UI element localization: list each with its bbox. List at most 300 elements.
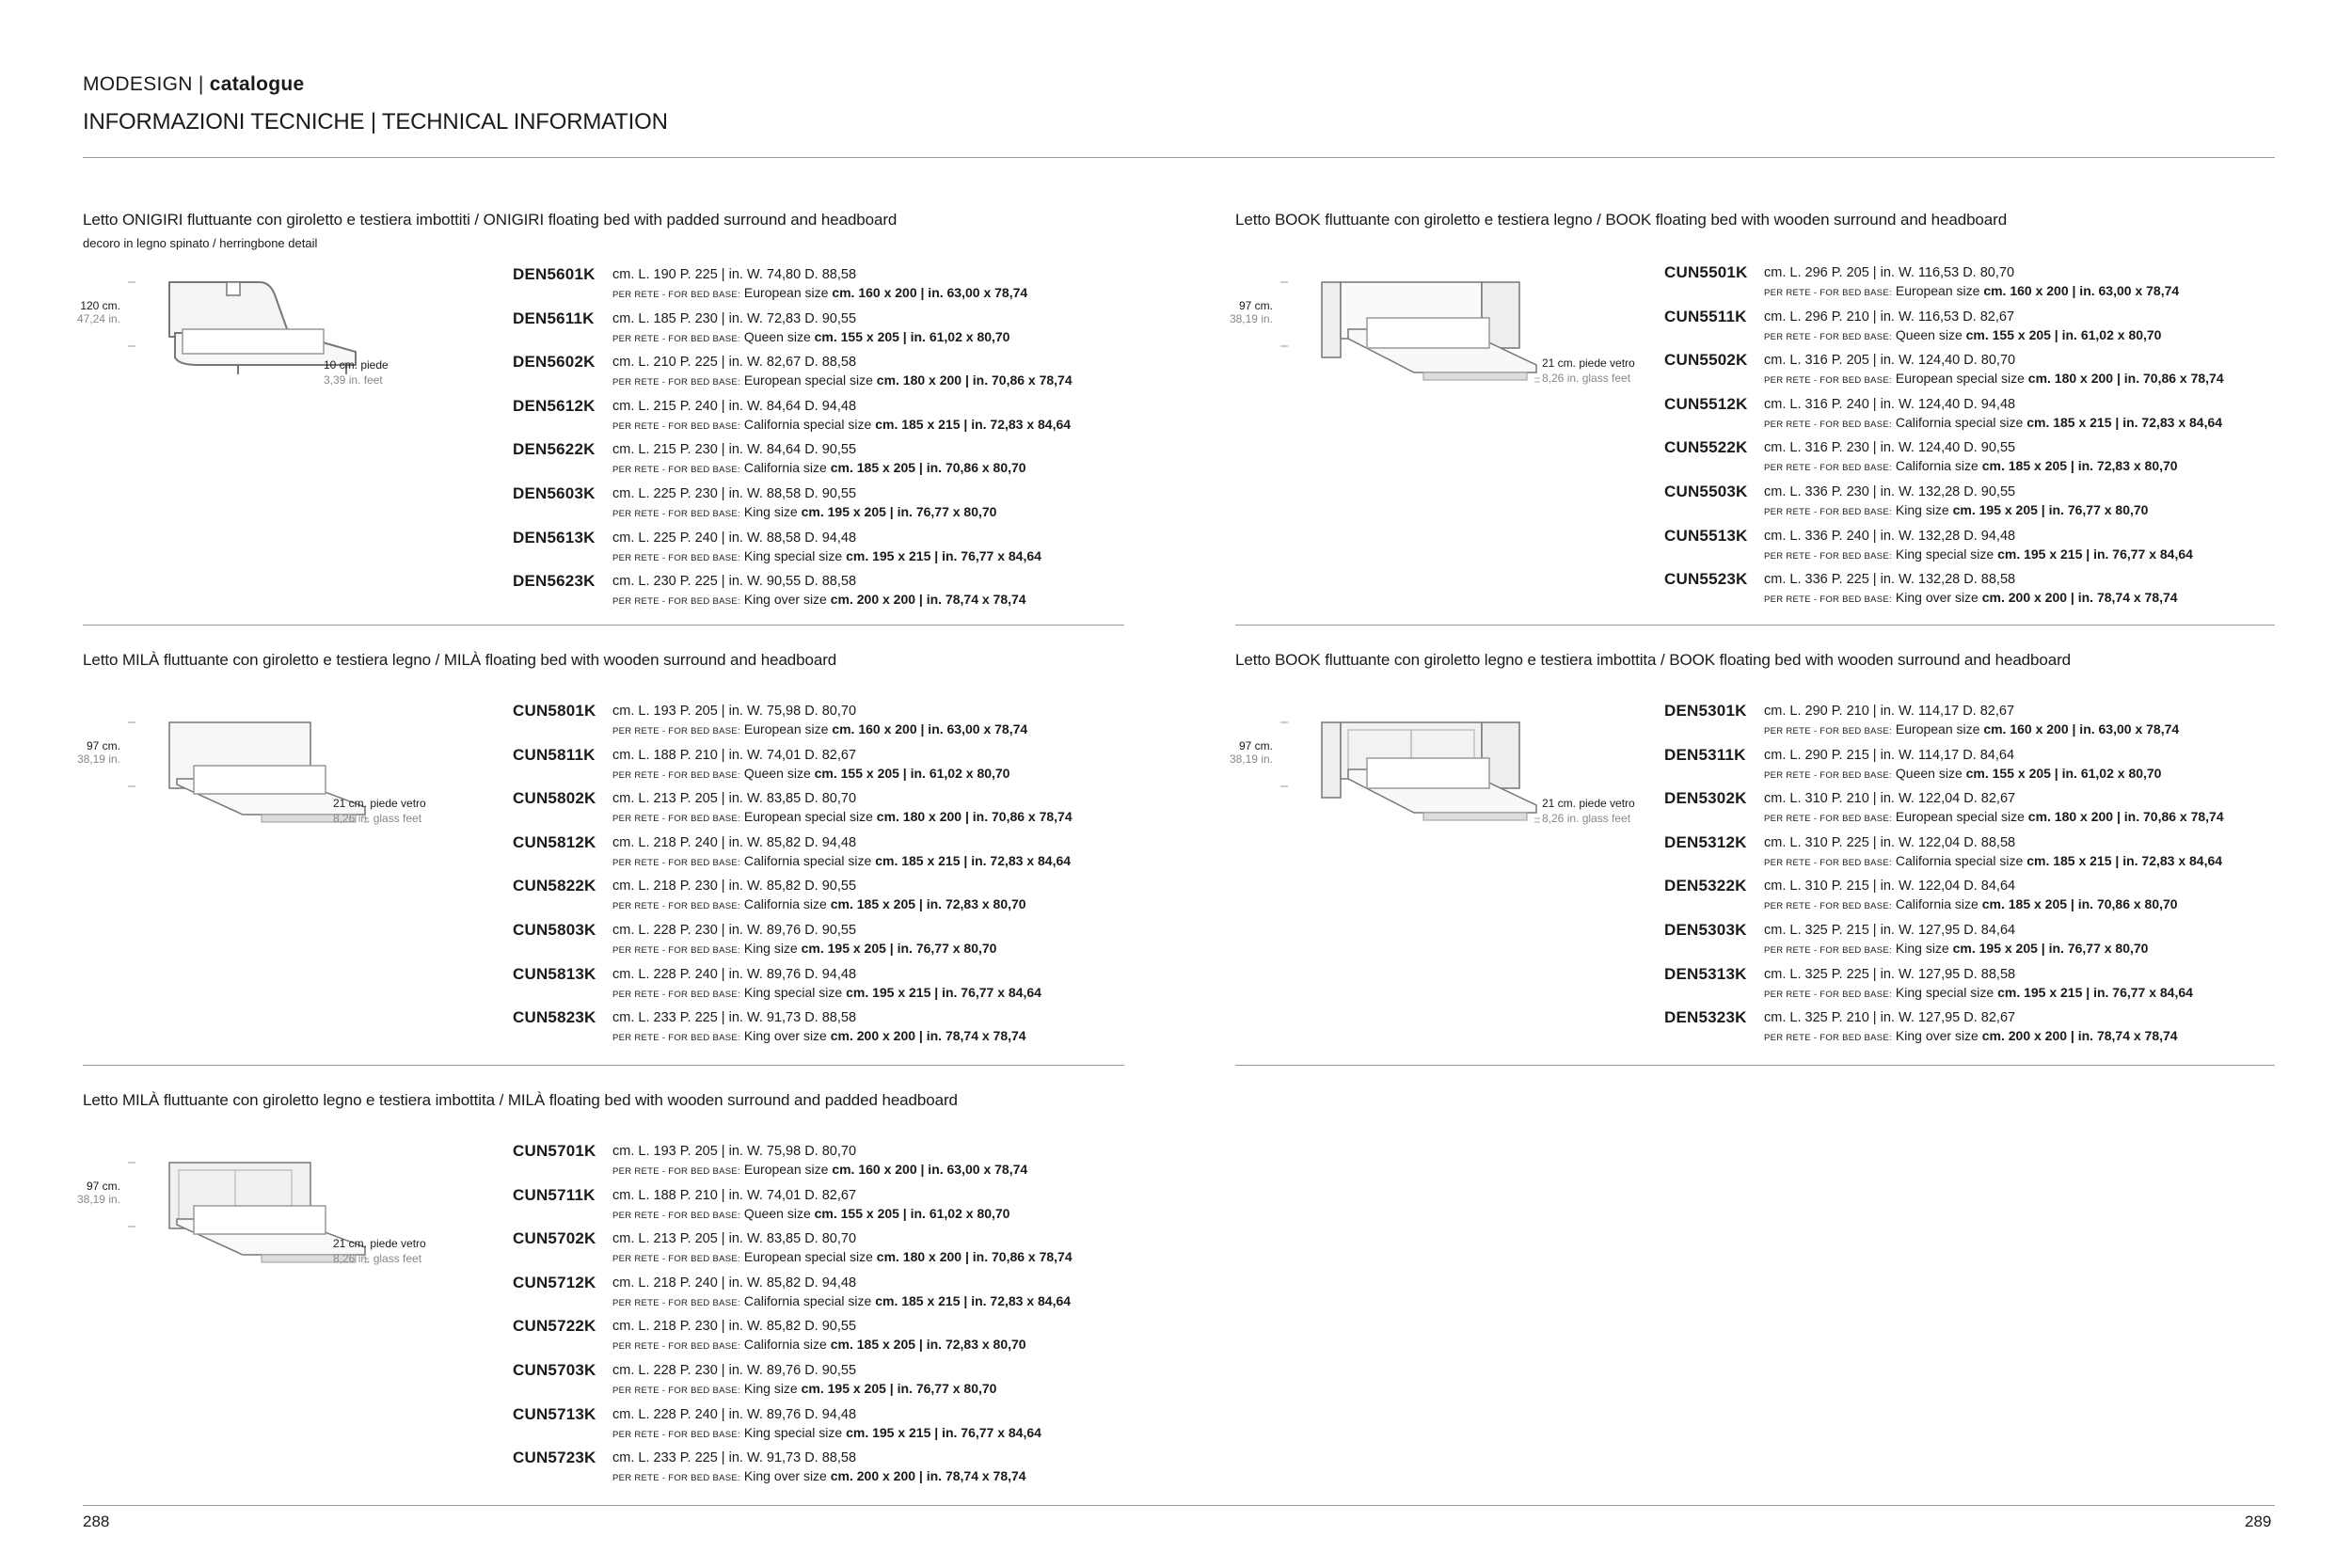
product-measurements: cm. L. 193 P. 205 | in. W. 75,98 D. 80,70 xyxy=(612,1144,857,1159)
size-label: King special size xyxy=(1895,984,1994,1000)
bed-base-prefix: PER RETE - FOR BED BASE: xyxy=(612,769,741,781)
product-row xyxy=(1664,789,2323,831)
size-label: California special size xyxy=(1895,852,2024,868)
product-code: CUN5503K xyxy=(1664,483,1748,500)
size-values: cm. 195 x 215 | in. 76,77 x 84,64 xyxy=(846,547,1041,563)
section-title xyxy=(83,211,897,230)
product-code: CUN5501K xyxy=(1664,263,1748,281)
product-measurements: cm. L. 290 P. 210 | in. W. 114,17 D. 82,67 xyxy=(1764,704,2015,719)
size-label: European size xyxy=(743,721,829,736)
size-label: Queen size xyxy=(743,765,811,781)
bed-base-prefix: PER RETE - FOR BED BASE: xyxy=(612,814,741,825)
page-number-right: 289 xyxy=(2245,1513,2272,1530)
bed-base-prefix: PER RETE - FOR BED BASE: xyxy=(1764,901,1893,912)
product-code: CUN5823K xyxy=(513,1008,596,1027)
footer-rule xyxy=(83,1505,2275,1506)
size-values: cm. 160 x 200 | in. 63,00 x 78,74 xyxy=(832,721,1028,736)
product-row xyxy=(513,1186,1171,1227)
product-bed-base-size xyxy=(612,417,1071,432)
foot-it: 21 cm. piede vetro xyxy=(1542,797,1635,810)
product-row xyxy=(1664,1008,2323,1050)
product-measurements: cm. L. 296 P. 205 | in. W. 116,53 D. 80,70 xyxy=(1764,265,2015,280)
title-it-post: fluttuante con giroletto e testiera legno xyxy=(159,651,431,669)
size-values: cm. 185 x 215 | in. 72,83 x 84,64 xyxy=(2026,852,2223,868)
foot-dimension xyxy=(324,357,389,388)
size-values: cm. 185 x 205 | in. 72,83 x 80,70 xyxy=(1981,458,2178,474)
product-row xyxy=(513,1405,1171,1447)
bed-base-prefix: PER RETE - FOR BED BASE: xyxy=(612,1341,741,1353)
height-dimension xyxy=(64,739,120,766)
size-label: California size xyxy=(743,460,827,476)
product-bed-base-size xyxy=(612,504,996,519)
height-in: 38,19 in. xyxy=(76,752,120,766)
bed-drawing xyxy=(120,271,478,403)
product-bed-base-size xyxy=(612,941,996,956)
product-code: CUN5513K xyxy=(1664,526,1748,545)
size-label: European special size xyxy=(1895,371,2025,387)
product-row xyxy=(513,921,1171,962)
height-cm: 97 cm. xyxy=(86,1180,120,1193)
size-label: Queen size xyxy=(1895,765,1963,781)
product-bed-base-size xyxy=(612,1468,1026,1483)
product-row xyxy=(513,1229,1171,1271)
title-it-pre: Letto xyxy=(83,651,122,669)
bed-base-prefix: PER RETE - FOR BED BASE: xyxy=(612,945,741,956)
foot-dimension xyxy=(1542,356,1635,386)
product-bed-base-size xyxy=(612,721,1027,736)
section-rule xyxy=(83,625,1124,626)
product-row xyxy=(1664,921,2323,962)
product-code: CUN5701K xyxy=(513,1142,596,1160)
height-in: 38,19 in. xyxy=(1229,312,1273,325)
size-label: King size xyxy=(743,504,798,519)
size-label: California special size xyxy=(1895,414,2024,430)
product-code: CUN5803K xyxy=(513,921,596,939)
product-bed-base-size xyxy=(1764,1028,2178,1043)
size-values: cm. 180 x 200 | in. 70,86 x 78,74 xyxy=(2027,371,2224,387)
product-row xyxy=(1664,570,2323,611)
brand-separator: | xyxy=(198,73,204,95)
title-slash: / xyxy=(1656,651,1670,669)
size-values: cm. 195 x 205 | in. 76,77 x 80,70 xyxy=(1952,502,2149,517)
bed-base-prefix: PER RETE - FOR BED BASE: xyxy=(1764,726,1893,736)
size-label: King size xyxy=(1895,502,1949,517)
product-code: DEN5611K xyxy=(513,309,595,327)
bed-base-prefix: PER RETE - FOR BED BASE: xyxy=(612,1166,741,1177)
page-subtitle: INFORMAZIONI TECNICHE | TECHNICAL INFORMATION xyxy=(83,109,668,135)
size-values: cm. 195 x 215 | in. 76,77 x 84,64 xyxy=(1997,546,2193,562)
product-bed-base-size xyxy=(612,853,1071,868)
height-cm: 97 cm. xyxy=(1238,299,1273,312)
product-row xyxy=(513,397,1171,438)
product-code: CUN5723K xyxy=(513,1449,596,1467)
product-measurements: cm. L. 228 P. 240 | in. W. 89,76 D. 94,48 xyxy=(612,966,857,982)
product-code: DEN5303K xyxy=(1664,921,1747,939)
bed-base-prefix: PER RETE - FOR BED BASE: xyxy=(612,1386,741,1396)
size-values: cm. 200 x 200 | in. 78,74 x 78,74 xyxy=(830,592,1026,608)
size-label: European special size xyxy=(743,1249,873,1265)
product-row xyxy=(513,746,1171,787)
size-label: California size xyxy=(743,896,827,912)
size-values: cm. 185 x 205 | in. 72,83 x 80,70 xyxy=(830,1337,1026,1353)
product-measurements: cm. L. 225 P. 240 | in. W. 88,58 D. 94,48 xyxy=(612,530,857,546)
product-row xyxy=(513,702,1171,743)
product-row xyxy=(1664,483,2323,524)
bed-base-prefix: PER RETE - FOR BED BASE: xyxy=(1764,463,1893,474)
product-code: DEN5603K xyxy=(513,484,596,502)
product-row xyxy=(513,877,1171,918)
product-bed-base-size xyxy=(1764,721,2179,736)
bed-base-prefix: PER RETE - FOR BED BASE: xyxy=(612,1033,741,1044)
size-values: cm. 160 x 200 | in. 63,00 x 78,74 xyxy=(832,1162,1028,1177)
product-code: CUN5811K xyxy=(513,745,596,764)
product-measurements: cm. L. 325 P. 225 | in. W. 127,95 D. 88,58 xyxy=(1764,966,2016,982)
product-bed-base-size xyxy=(1764,327,2161,342)
title-it-name: MILÀ xyxy=(121,651,160,669)
size-values: cm. 200 x 200 | in. 78,74 x 78,74 xyxy=(1981,590,2178,606)
title-it-post: fluttuante con giroletto e testiera legno xyxy=(1320,211,1593,229)
bed-base-prefix: PER RETE - FOR BED BASE: xyxy=(612,420,741,432)
product-bed-base-size xyxy=(612,896,1026,911)
size-label: California special size xyxy=(743,852,872,868)
product-bed-base-size xyxy=(612,548,1041,563)
section-rule xyxy=(1235,625,2275,626)
product-row xyxy=(513,1449,1171,1490)
size-values: cm. 180 x 200 | in. 70,86 x 78,74 xyxy=(876,1249,1073,1265)
product-measurements: cm. L. 316 P. 230 | in. W. 124,40 D. 90,55 xyxy=(1764,440,2016,456)
size-values: cm. 195 x 205 | in. 76,77 x 80,70 xyxy=(801,504,997,519)
title-slash: / xyxy=(1592,211,1606,229)
size-values: cm. 160 x 200 | in. 63,00 x 78,74 xyxy=(1983,721,2180,736)
product-measurements: cm. L. 230 P. 225 | in. W. 90,55 D. 88,58 xyxy=(612,574,857,590)
product-bed-base-size xyxy=(612,766,1009,781)
product-row xyxy=(513,440,1171,482)
foot-dimension xyxy=(333,1236,426,1266)
size-values: cm. 155 x 205 | in. 61,02 x 80,70 xyxy=(814,1205,1010,1221)
product-code: CUN5512K xyxy=(1664,394,1748,413)
product-measurements: cm. L. 215 P. 230 | in. W. 84,64 D. 90,55 xyxy=(612,442,857,458)
product-row xyxy=(1664,263,2323,305)
title-en-post: floating bed with wooden surround and headboard xyxy=(1715,651,2072,669)
height-dimension xyxy=(1216,299,1273,325)
product-row xyxy=(1664,965,2323,1006)
product-measurements: cm. L. 233 P. 225 | in. W. 91,73 D. 88,58 xyxy=(612,1450,857,1466)
foot-it: 21 cm. piede vetro xyxy=(333,1237,426,1250)
bed-base-prefix: PER RETE - FOR BED BASE: xyxy=(612,552,741,563)
size-label: California size xyxy=(1895,896,1979,912)
size-label: European size xyxy=(1895,283,1980,298)
product-row xyxy=(513,353,1171,394)
product-measurements: cm. L. 325 P. 210 | in. W. 127,95 D. 82,67 xyxy=(1764,1010,2016,1026)
title-en-name: BOOK xyxy=(1669,651,1716,669)
product-bed-base-size xyxy=(612,1425,1041,1440)
bed-base-prefix: PER RETE - FOR BED BASE: xyxy=(1764,857,1893,868)
bed-base-prefix: PER RETE - FOR BED BASE: xyxy=(612,1473,741,1484)
product-code: CUN5522K xyxy=(1664,438,1748,457)
product-measurements: cm. L. 233 P. 225 | in. W. 91,73 D. 88,58 xyxy=(612,1010,857,1026)
bed-base-prefix: PER RETE - FOR BED BASE: xyxy=(1764,419,1893,430)
title-en-name: BOOK xyxy=(1605,211,1652,229)
size-label: European special size xyxy=(743,809,873,825)
product-bed-base-size xyxy=(1764,283,2179,298)
foot-dimension xyxy=(1542,796,1635,826)
size-label: European special size xyxy=(743,372,873,388)
product-code: DEN5602K xyxy=(513,353,596,372)
title-it-name: BOOK xyxy=(1274,211,1321,229)
section-title xyxy=(1235,651,2071,670)
size-label: King over size xyxy=(743,1028,827,1044)
size-values: cm. 195 x 215 | in. 76,77 x 84,64 xyxy=(1997,984,2193,1000)
product-code: CUN5523K xyxy=(1664,570,1748,589)
product-code: DEN5613K xyxy=(513,528,596,546)
product-code: CUN5713K xyxy=(513,1404,596,1423)
bed-base-prefix: PER RETE - FOR BED BASE: xyxy=(1764,814,1893,825)
product-code: DEN5601K xyxy=(513,265,596,283)
product-bed-base-size xyxy=(612,1028,1026,1043)
size-values: cm. 155 x 205 | in. 61,02 x 80,70 xyxy=(1965,326,2162,342)
size-label: King special size xyxy=(743,1424,843,1440)
product-measurements: cm. L. 325 P. 215 | in. W. 127,95 D. 84,64 xyxy=(1764,923,2016,938)
size-values: cm. 200 x 200 | in. 78,74 x 78,74 xyxy=(1981,1028,2178,1044)
product-row xyxy=(513,1008,1171,1050)
size-label: European size xyxy=(743,1162,829,1177)
product-measurements: cm. L. 336 P. 225 | in. W. 132,28 D. 88,58 xyxy=(1764,572,2016,588)
size-values: cm. 185 x 215 | in. 72,83 x 84,64 xyxy=(875,1292,1072,1308)
title-en-post: floating bed with padded surround and headboard xyxy=(544,211,898,229)
product-measurements: cm. L. 218 P. 240 | in. W. 85,82 D. 94,48 xyxy=(612,1275,857,1291)
bed-base-prefix: PER RETE - FOR BED BASE: xyxy=(1764,594,1893,606)
size-values: cm. 195 x 215 | in. 76,77 x 84,64 xyxy=(846,1424,1041,1440)
size-label: King over size xyxy=(743,592,827,608)
product-code: CUN5822K xyxy=(513,877,596,895)
product-measurements: cm. L. 218 P. 230 | in. W. 85,82 D. 90,55 xyxy=(612,879,857,895)
product-code: CUN5802K xyxy=(513,789,596,808)
title-it-pre: Letto xyxy=(83,211,122,229)
height-cm: 120 cm. xyxy=(80,299,120,312)
size-label: California size xyxy=(1895,458,1979,474)
product-bed-base-size xyxy=(612,1337,1026,1352)
size-values: cm. 195 x 205 | in. 76,77 x 80,70 xyxy=(1952,941,2149,956)
page-number-left: 288 xyxy=(83,1513,110,1530)
size-label: King special size xyxy=(743,984,843,1000)
product-bed-base-size xyxy=(1764,766,2161,781)
bed-base-prefix: PER RETE - FOR BED BASE: xyxy=(1764,989,1893,1000)
bed-base-prefix: PER RETE - FOR BED BASE: xyxy=(612,509,741,519)
size-label: King over size xyxy=(1895,1028,1979,1044)
size-values: cm. 195 x 205 | in. 76,77 x 80,70 xyxy=(801,1381,997,1396)
product-bed-base-size xyxy=(1764,546,2193,562)
size-label: California special size xyxy=(743,416,872,432)
product-code: DEN5311K xyxy=(1664,745,1746,764)
product-code: CUN5702K xyxy=(513,1229,596,1248)
size-values: cm. 160 x 200 | in. 63,00 x 78,74 xyxy=(832,285,1028,300)
bed-base-prefix: PER RETE - FOR BED BASE: xyxy=(612,857,741,868)
product-code: CUN5502K xyxy=(1664,351,1748,370)
size-values: cm. 195 x 205 | in. 76,77 x 80,70 xyxy=(801,941,997,956)
product-row xyxy=(1664,877,2323,918)
product-bed-base-size xyxy=(612,460,1026,475)
foot-it: 21 cm. piede vetro xyxy=(333,797,426,810)
product-code: CUN5711K xyxy=(513,1185,596,1204)
section-subtitle: decoro in legno spinato / herringbone detail xyxy=(83,236,318,250)
product-bed-base-size xyxy=(612,1249,1073,1264)
product-code: CUN5703K xyxy=(513,1361,596,1379)
size-values: cm. 155 x 205 | in. 61,02 x 80,70 xyxy=(814,328,1010,344)
title-slash: / xyxy=(494,1091,508,1109)
product-measurements: cm. L. 225 P. 230 | in. W. 88,58 D. 90,55 xyxy=(612,486,857,501)
bed-base-prefix: PER RETE - FOR BED BASE: xyxy=(1764,507,1893,517)
bed-base-prefix: PER RETE - FOR BED BASE: xyxy=(612,333,741,344)
product-code: DEN5322K xyxy=(1664,877,1747,895)
product-code: DEN5623K xyxy=(513,572,596,591)
title-it-pre: Letto xyxy=(83,1091,122,1109)
product-measurements: cm. L. 215 P. 240 | in. W. 84,64 D. 94,48 xyxy=(612,398,857,414)
size-label: Queen size xyxy=(1895,326,1963,342)
product-row xyxy=(1664,527,2323,568)
product-measurements: cm. L. 310 P. 225 | in. W. 122,04 D. 88,58 xyxy=(1764,834,2016,850)
bed-base-prefix: PER RETE - FOR BED BASE: xyxy=(612,1429,741,1440)
size-values: cm. 185 x 205 | in. 70,86 x 80,70 xyxy=(830,460,1026,476)
product-bed-base-size xyxy=(1764,809,2224,824)
title-en-name: ONIGIRI xyxy=(483,211,545,229)
bed-base-prefix: PER RETE - FOR BED BASE: xyxy=(1764,331,1893,342)
bed-base-prefix: PER RETE - FOR BED BASE: xyxy=(612,290,741,300)
product-code: CUN5712K xyxy=(513,1273,596,1291)
product-bed-base-size xyxy=(612,329,1009,344)
product-code: CUN5812K xyxy=(513,832,596,851)
title-en-name: MILÀ xyxy=(507,1091,546,1109)
title-it-post: fluttuante con giroletto legno e testiera imbottita xyxy=(159,1091,495,1109)
bed-base-prefix: PER RETE - FOR BED BASE: xyxy=(1764,1033,1893,1044)
size-label: King special size xyxy=(1895,546,1994,562)
height-dimension xyxy=(64,299,120,325)
size-label: King special size xyxy=(743,547,843,563)
product-row xyxy=(513,1317,1171,1358)
section-rule xyxy=(1235,1065,2275,1066)
product-measurements: cm. L. 336 P. 240 | in. W. 132,28 D. 94,48 xyxy=(1764,528,2016,544)
product-measurements: cm. L. 213 P. 205 | in. W. 83,85 D. 80,70 xyxy=(612,791,857,807)
product-measurements: cm. L. 336 P. 230 | in. W. 132,28 D. 90,55 xyxy=(1764,484,2016,499)
product-measurements: cm. L. 218 P. 230 | in. W. 85,82 D. 90,55 xyxy=(612,1319,857,1335)
product-measurements: cm. L. 228 P. 230 | in. W. 89,76 D. 90,55 xyxy=(612,1363,857,1378)
size-values: cm. 155 x 205 | in. 61,02 x 80,70 xyxy=(1965,765,2162,781)
product-measurements: cm. L. 228 P. 230 | in. W. 89,76 D. 90,55 xyxy=(612,923,857,938)
size-label: King size xyxy=(743,1381,798,1396)
product-bed-base-size xyxy=(1764,371,2224,386)
product-measurements: cm. L. 228 P. 240 | in. W. 89,76 D. 94,48 xyxy=(612,1406,857,1422)
size-values: cm. 185 x 215 | in. 72,83 x 84,64 xyxy=(875,852,1072,868)
brand-line xyxy=(83,73,668,96)
product-measurements: cm. L. 316 P. 205 | in. W. 124,40 D. 80,70 xyxy=(1764,353,2016,369)
bed-base-prefix: PER RETE - FOR BED BASE: xyxy=(612,377,741,388)
size-label: Queen size xyxy=(743,328,811,344)
product-row xyxy=(513,965,1171,1006)
product-bed-base-size xyxy=(612,1381,996,1396)
size-values: cm. 195 x 215 | in. 76,77 x 84,64 xyxy=(846,984,1041,1000)
height-in: 38,19 in. xyxy=(76,1193,120,1206)
size-label: King over size xyxy=(1895,590,1979,606)
product-code: CUN5722K xyxy=(513,1317,596,1336)
product-code: CUN5511K xyxy=(1664,307,1747,325)
height-cm: 97 cm. xyxy=(1238,739,1273,752)
title-en-post: floating bed with wooden surround and headboard xyxy=(481,651,837,669)
product-bed-base-size xyxy=(1764,896,2178,911)
size-label: European size xyxy=(743,285,829,300)
product-row xyxy=(513,1361,1171,1402)
height-in: 38,19 in. xyxy=(1229,752,1273,766)
section-rule xyxy=(83,1065,1124,1066)
foot-en: 3,39 in. feet xyxy=(324,373,383,387)
size-label: King over size xyxy=(743,1468,827,1484)
product-code: DEN5302K xyxy=(1664,789,1747,808)
bed-base-prefix: PER RETE - FOR BED BASE: xyxy=(1764,550,1893,562)
product-measurements: cm. L. 210 P. 225 | in. W. 82,67 D. 88,58 xyxy=(612,355,857,371)
product-measurements: cm. L. 316 P. 240 | in. W. 124,40 D. 94,48 xyxy=(1764,396,2016,412)
title-en-name: MILÀ xyxy=(443,651,482,669)
catalogue-label: catalogue xyxy=(209,73,305,95)
product-row xyxy=(1664,351,2323,392)
section-title xyxy=(1235,211,2007,230)
size-values: cm. 155 x 205 | in. 61,02 x 80,70 xyxy=(814,765,1010,781)
section-title xyxy=(83,1091,958,1110)
title-it-name: ONIGIRI xyxy=(121,211,183,229)
bed-base-prefix: PER RETE - FOR BED BASE: xyxy=(1764,945,1893,956)
product-row xyxy=(1664,833,2323,875)
size-values: cm. 200 x 200 | in. 78,74 x 78,74 xyxy=(830,1468,1026,1484)
product-bed-base-size xyxy=(1764,853,2222,868)
size-values: cm. 180 x 200 | in. 70,86 x 78,74 xyxy=(876,372,1073,388)
product-row xyxy=(513,484,1171,526)
product-measurements: cm. L. 188 P. 210 | in. W. 74,01 D. 82,67 xyxy=(612,747,857,763)
product-bed-base-size xyxy=(1764,590,2178,605)
product-measurements: cm. L. 188 P. 210 | in. W. 74,01 D. 82,67 xyxy=(612,1187,857,1203)
product-measurements: cm. L. 193 P. 205 | in. W. 75,98 D. 80,70 xyxy=(612,704,857,719)
product-row xyxy=(513,833,1171,875)
product-code: CUN5813K xyxy=(513,964,596,983)
size-label: California special size xyxy=(743,1292,872,1308)
size-values: cm. 180 x 200 | in. 70,86 x 78,74 xyxy=(876,809,1073,825)
foot-it: 21 cm. piede vetro xyxy=(1542,356,1635,370)
foot-en: 8,26 in. glass feet xyxy=(1542,372,1631,385)
foot-dimension xyxy=(333,796,426,826)
bed-base-prefix: PER RETE - FOR BED BASE: xyxy=(1764,769,1893,781)
product-measurements: cm. L. 310 P. 215 | in. W. 122,04 D. 84,64 xyxy=(1764,879,2016,895)
foot-en: 8,26 in. glass feet xyxy=(333,812,422,825)
title-slash: / xyxy=(431,651,444,669)
product-bed-base-size xyxy=(612,592,1026,607)
product-bed-base-size xyxy=(612,985,1041,1000)
size-label: European special size xyxy=(1895,809,2025,825)
bed-base-prefix: PER RETE - FOR BED BASE: xyxy=(612,1297,741,1308)
product-bed-base-size xyxy=(612,285,1027,300)
size-values: cm. 185 x 205 | in. 70,86 x 80,70 xyxy=(1981,896,2178,912)
foot-en: 8,26 in. glass feet xyxy=(1542,812,1631,825)
size-values: cm. 185 x 215 | in. 72,83 x 84,64 xyxy=(2026,414,2223,430)
title-en-post: floating bed with wooden surround and headboard xyxy=(1651,211,2008,229)
product-row xyxy=(1664,395,2323,436)
product-row xyxy=(513,1274,1171,1315)
size-label: California size xyxy=(743,1337,827,1353)
product-row xyxy=(1664,702,2323,743)
product-bed-base-size xyxy=(1764,458,2178,473)
product-measurements: cm. L. 185 P. 230 | in. W. 72,83 D. 90,55 xyxy=(612,310,857,326)
product-bed-base-size xyxy=(612,1293,1071,1308)
product-bed-base-size xyxy=(612,1162,1027,1177)
product-code: DEN5301K xyxy=(1664,702,1747,720)
size-values: cm. 180 x 200 | in. 70,86 x 78,74 xyxy=(2027,809,2224,825)
title-it-post: fluttuante con giroletto legno e testiera imbottita xyxy=(1320,651,1657,669)
product-measurements: cm. L. 213 P. 205 | in. W. 83,85 D. 80,70 xyxy=(612,1231,857,1247)
